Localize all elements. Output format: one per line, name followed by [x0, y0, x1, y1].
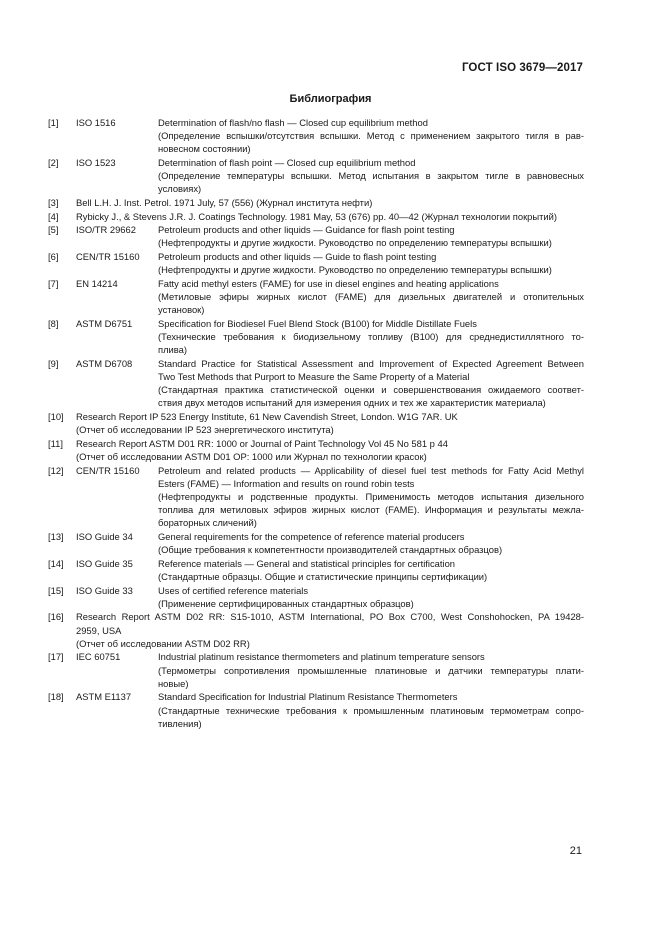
entry-text-line: Industrial platinum resistance thermometers and platinum temperature sensors — [158, 651, 485, 663]
entry-number: [8] — [48, 317, 59, 329]
entry-description — [158, 156, 584, 196]
entry-document-code: ISO 1516 — [76, 117, 116, 128]
bibliography-entry — [48, 610, 584, 650]
entry-text-line: (Метиловые эфиры жирных кислот (FAME) для дизельных двигателей и отопительных — [158, 290, 584, 302]
entry-text-line: 2959, USA — [76, 624, 122, 636]
bibliography-title: Библиография — [289, 93, 372, 105]
bibliography-entry — [48, 410, 584, 436]
entry-text-line: установок) — [158, 304, 205, 316]
entry-text-line: (Стандартная практика статистической оценки и совершенствования ожидаемого соответ- — [158, 384, 584, 396]
entry-text-line: Esters (FAME) — Information and results on round robin tests — [158, 477, 415, 489]
bibliography-entry — [48, 357, 584, 410]
entry-text-line: (Нефтепродукты и другие жидкости. Руководство по определению температуры вспышки) — [158, 237, 552, 249]
entry-text-line: (Определение температуры вспышки. Метод испытания в закрытом тигле в равновесных — [158, 170, 584, 182]
entry-document-code: ISO Guide 35 — [76, 557, 133, 569]
entry-number: [13] — [48, 530, 64, 542]
entry-description — [76, 196, 584, 209]
entry-text-line: (Стандартные образцы. Общие и статистические принципы сертификации) — [158, 570, 488, 582]
entry-text-line: Research Report IP 523 Energy Institute, 61 New Cavendish Street, London. W1G 7AR. UK — [76, 410, 458, 422]
entry-number: [11] — [48, 437, 63, 449]
bibliography-entry — [48, 210, 584, 223]
entry-number: [2] — [48, 157, 59, 168]
entry-text-line: General requirements for the competence of reference material producers — [158, 530, 465, 542]
entry-description — [76, 410, 584, 436]
entry-number: [12] — [48, 464, 64, 476]
entry-document-code: ISO/TR 29662 — [76, 224, 136, 236]
entry-number: [7] — [48, 277, 59, 289]
entry-number: [6] — [48, 250, 59, 262]
bibliography-entry — [48, 650, 584, 690]
bibliography-entry — [48, 437, 584, 463]
entry-description — [76, 210, 584, 223]
entry-number: [10] — [48, 410, 64, 422]
entry-document-code: CEN/TR 15160 — [76, 464, 140, 476]
entry-number: [15] — [48, 584, 64, 596]
entry-text-line: Bell L.H. J. Inst. Petrol. 1971 July, 57 (556) (Журнал института нефти) — [76, 197, 373, 208]
entry-text-line: условиях) — [158, 183, 202, 195]
entry-number: [1] — [48, 117, 59, 128]
entry-number: [4] — [48, 210, 59, 222]
entry-document-code: ASTM D6708 — [76, 357, 133, 369]
entry-description — [158, 690, 584, 730]
entry-document-code: ASTM E1137 — [76, 691, 132, 703]
entry-text-line: (Общие требования к компетентности производителей стандартных образцов) — [158, 544, 503, 556]
entry-number: [9] — [48, 357, 59, 369]
entry-description — [76, 610, 584, 650]
entry-text-line: (Нефтепродукты и родственные продукты. Применимость методов испытания дизельного — [158, 490, 584, 502]
entry-document-code: ASTM D6751 — [76, 317, 133, 329]
entry-document-code: IEC 60751 — [76, 651, 121, 663]
bibliography-entry — [48, 116, 584, 156]
entry-number: [3] — [48, 197, 59, 208]
entry-text-line: (Отчет об исследовании IP 523 энергетического института) — [76, 424, 334, 436]
entry-text-line: Standard Practice for Statistical Assessment and Improvement of Expected Agreement Between — [158, 357, 584, 369]
entry-document-code: ISO 1523 — [76, 157, 116, 168]
entry-text-line: Petroleum products and other liquids — Guidance for flash point testing — [158, 224, 455, 236]
bibliography-entry — [48, 317, 584, 357]
entry-description — [158, 357, 584, 410]
entry-description — [158, 223, 584, 249]
entry-description — [158, 464, 584, 530]
standard-code-header: ГОСТ ISO 3679—2017 — [461, 62, 583, 74]
entry-description — [158, 116, 584, 156]
entry-text-line: новые) — [158, 677, 189, 689]
entry-description — [158, 277, 584, 317]
entry-text-line: Two Test Methods that Purport to Measure the Same Property of a Material — [158, 370, 470, 382]
bibliography-entry — [48, 277, 584, 317]
entry-document-code: CEN/TR 15160 — [76, 250, 140, 262]
entry-text-line: Fatty acid methyl esters (FAME) for use in diesel engines and heating applications — [158, 277, 499, 289]
entry-text-line: Petroleum and related products — Applicability of diesel fuel test methods for Fatty Acid Methyl — [158, 464, 584, 476]
entry-description — [158, 317, 584, 357]
entry-document-code: ISO Guide 34 — [76, 530, 133, 542]
entry-number: [16] — [48, 611, 64, 623]
entry-text-line: Standard Specification for Industrial Platinum Resistance Thermometers — [158, 691, 458, 703]
page-number: 21 — [569, 845, 582, 857]
entry-text-line: (Технические требования к биодизельному топливу (B100) для среднедистиллятного то- — [158, 330, 584, 342]
entry-description — [158, 250, 584, 276]
entry-description — [76, 437, 584, 463]
bibliography-entry — [48, 464, 584, 530]
entry-text-line: (Применение сертифицированных стандартных образцов) — [158, 597, 414, 609]
entry-text-line: новесном состоянии) — [158, 143, 251, 155]
entry-text-line: (Стандартные технические требования к промышленным платиновым термометрам сопро- — [158, 704, 584, 716]
entry-text-line: топлива для метиловых эфиров жирных кислот (FAME). Информация и результаты межла- — [158, 504, 584, 516]
entry-text-line: Specification for Biodiesel Fuel Blend Stock (B100) for Middle Distillate Fuels — [158, 317, 477, 329]
entry-text-line: Reference materials — General and statistical principles for certification — [158, 557, 456, 569]
entry-text-line: тивления) — [158, 717, 202, 729]
entry-text-line: (Нефтепродукты и другие жидкости. Руководство по определению температуры вспышки) — [158, 264, 552, 276]
entry-number: [14] — [48, 557, 64, 569]
entry-document-code: ISO Guide 33 — [76, 584, 133, 596]
entry-description — [158, 530, 584, 556]
bibliography-entry — [48, 250, 584, 276]
entry-text-line: Rybicky J., & Stevens J.R. J. Coatings Technology. 1981 May, 53 (676) pp. 40—42 (Журнал технологии покрытий) — [76, 210, 558, 222]
entry-number: [18] — [48, 691, 64, 703]
bibliography-list — [48, 116, 584, 730]
entry-number: [17] — [48, 651, 64, 663]
bibliography-entry — [48, 557, 584, 583]
entry-document-code: EN 14214 — [76, 277, 118, 289]
bibliography-entry — [48, 584, 584, 610]
bibliography-entry — [48, 690, 584, 730]
bibliography-entry — [48, 530, 584, 556]
bibliography-entry — [48, 156, 584, 196]
entry-text-line: ствия двух методов испытаний для измерения одних и тех же характеристик материала) — [158, 397, 546, 409]
entry-text-line: (Отчет об исследовании ASTM D02 RR) — [76, 637, 250, 649]
bibliography-entry — [48, 223, 584, 249]
entry-text-line: плива) — [158, 344, 187, 356]
entry-description — [158, 650, 584, 690]
entry-text-line: Research Report ASTM D01 RR: 1000 or Journal of Paint Technology Vol 45 No 581 p 44 — [76, 437, 448, 449]
entry-number: [5] — [48, 224, 59, 236]
entry-text-line: Determination of flash/no flash — Closed cup equilibrium method — [158, 117, 428, 128]
entry-description — [158, 584, 584, 610]
entry-text-line: (Термометры сопротивления промышленные платиновые и датчики температуры плати- — [158, 664, 584, 676]
entry-text-line: Research Report ASTM D02 RR: S15-1010, ASTM International, PO Box C700, West Conshohocken, PA 19428- — [76, 611, 584, 623]
entry-text-line: Petroleum products and other liquids — Guide to flash point testing — [158, 250, 437, 262]
entry-text-line: Determination of flash point — Closed cup equilibrium method — [158, 157, 416, 168]
entry-text-line: (Определение вспышки/отсутствия вспышки. Метод с применением закрытого тигля в рав- — [158, 130, 584, 142]
entry-description — [158, 557, 584, 583]
bibliography-entry — [48, 196, 584, 209]
entry-text-line: Uses of certified reference materials — [158, 584, 309, 596]
entry-text-line: бораторных сличений) — [158, 517, 257, 529]
entry-text-line: (Отчет об исследовании ASTM D01 OP: 1000 или Журнал по технологии красок) — [76, 450, 427, 462]
